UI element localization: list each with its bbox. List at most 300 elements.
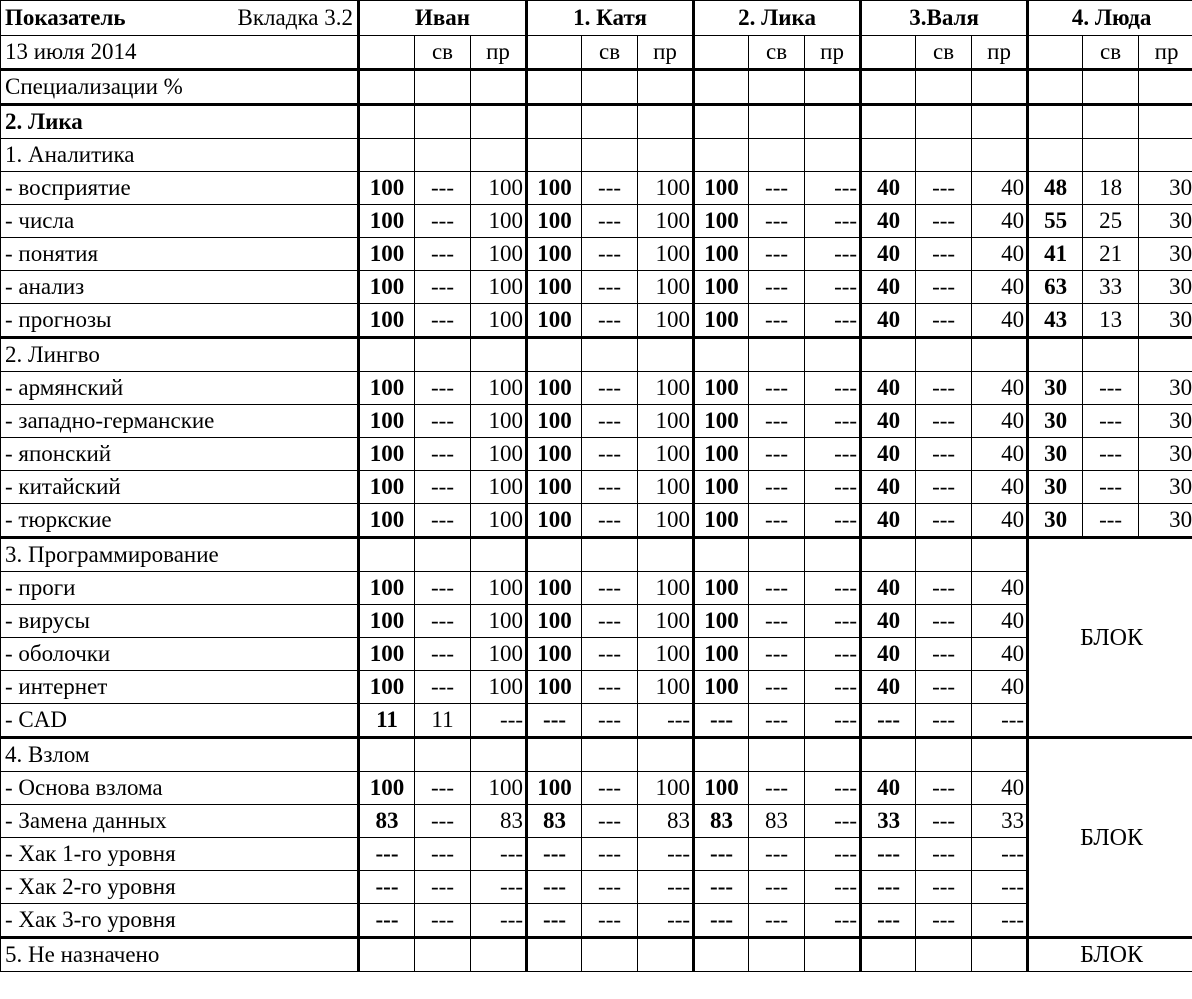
table-row <box>1 838 1192 871</box>
value-cell: --- <box>916 572 972 605</box>
value-cell: 100 <box>527 772 582 805</box>
blank-cell <box>861 938 916 972</box>
blank-cell <box>1028 338 1083 372</box>
value-cell: 40 <box>972 438 1028 471</box>
blank-cell <box>527 70 582 105</box>
value-cell: --- <box>805 172 861 205</box>
value-cell: --- <box>805 904 861 938</box>
blank-cell <box>359 139 415 172</box>
value-cell: 83 <box>694 805 749 838</box>
value-cell: --- <box>916 304 972 338</box>
table-row <box>1 238 1192 271</box>
table-row <box>1 871 1192 904</box>
value-cell: --- <box>805 805 861 838</box>
value-cell: 100 <box>471 638 527 671</box>
value-cell: --- <box>694 904 749 938</box>
blank-cell <box>861 139 916 172</box>
value-cell: 40 <box>972 671 1028 704</box>
value-cell: --- <box>749 904 805 938</box>
blank-cell <box>861 70 916 105</box>
blank-cell <box>749 738 805 772</box>
value-cell: --- <box>805 372 861 405</box>
blank-cell <box>861 105 916 139</box>
row-label: - прогнозы <box>1 304 359 338</box>
value-cell: --- <box>972 871 1028 904</box>
value-cell: 100 <box>527 304 582 338</box>
value-cell: 18 <box>1083 172 1139 205</box>
value-cell: 100 <box>359 405 415 438</box>
value-cell: 11 <box>415 704 471 738</box>
table-row <box>1 172 1192 205</box>
value-cell: --- <box>694 871 749 904</box>
value-cell: --- <box>805 838 861 871</box>
blank-cell <box>749 338 805 372</box>
blank-cell <box>582 538 638 572</box>
value-cell: 40 <box>972 271 1028 304</box>
value-cell: 30 <box>1139 504 1192 538</box>
blank-cell <box>582 105 638 139</box>
value-cell: --- <box>582 304 638 338</box>
blank-cell <box>694 738 749 772</box>
value-cell: --- <box>527 704 582 738</box>
value-cell: 100 <box>638 172 694 205</box>
blank-cell <box>1028 70 1083 105</box>
blank-cell <box>916 338 972 372</box>
value-cell: --- <box>749 704 805 738</box>
blank-cell <box>1083 139 1139 172</box>
value-cell: --- <box>916 704 972 738</box>
value-cell: 41 <box>1028 238 1083 271</box>
value-cell: --- <box>415 805 471 838</box>
value-cell: 40 <box>972 638 1028 671</box>
row-label: - анализ <box>1 271 359 304</box>
section-lika: 2. Лика <box>1 105 359 139</box>
value-cell: 100 <box>359 304 415 338</box>
value-cell: 100 <box>638 304 694 338</box>
value-cell: --- <box>749 638 805 671</box>
value-cell: 40 <box>972 238 1028 271</box>
value-cell: --- <box>638 871 694 904</box>
value-cell: 30 <box>1139 205 1192 238</box>
section-spec: Специализации % <box>1 70 359 105</box>
row-label: - тюркские <box>1 504 359 538</box>
value-cell: --- <box>805 238 861 271</box>
value-cell: 100 <box>638 205 694 238</box>
value-cell: --- <box>415 638 471 671</box>
sub-header-sv: св <box>916 36 972 70</box>
value-cell: --- <box>415 238 471 271</box>
group-header: 3.Валя <box>861 1 1028 36</box>
value-cell: --- <box>582 205 638 238</box>
value-cell: 40 <box>972 504 1028 538</box>
value-cell: --- <box>805 405 861 438</box>
value-cell: --- <box>415 372 471 405</box>
blank-cell <box>916 938 972 972</box>
value-cell: --- <box>582 238 638 271</box>
group-header: 4. Люда <box>1028 1 1192 36</box>
blank-cell <box>638 105 694 139</box>
value-cell: --- <box>415 504 471 538</box>
value-cell: --- <box>415 271 471 304</box>
value-cell: 40 <box>861 504 916 538</box>
value-cell: --- <box>805 572 861 605</box>
value-cell: --- <box>916 638 972 671</box>
blank-cell <box>805 139 861 172</box>
value-cell: 100 <box>471 271 527 304</box>
table-row <box>1 438 1192 471</box>
group-header: 1. Катя <box>527 1 694 36</box>
value-cell: 40 <box>972 572 1028 605</box>
blank-cell <box>1139 338 1192 372</box>
value-cell: 100 <box>359 772 415 805</box>
value-cell: 33 <box>1083 271 1139 304</box>
blank-cell <box>861 36 916 70</box>
value-cell: 40 <box>861 772 916 805</box>
value-cell: --- <box>749 271 805 304</box>
blank-cell <box>972 938 1028 972</box>
value-cell: 40 <box>861 671 916 704</box>
blank-cell <box>471 338 527 372</box>
sub-header-sv: св <box>1083 36 1139 70</box>
value-cell: --- <box>805 304 861 338</box>
value-cell: 100 <box>694 205 749 238</box>
blank-cell <box>471 105 527 139</box>
blank-cell <box>972 538 1028 572</box>
value-cell: 40 <box>861 638 916 671</box>
value-cell: 100 <box>638 372 694 405</box>
value-cell: 40 <box>861 304 916 338</box>
value-cell: 100 <box>527 172 582 205</box>
value-cell: --- <box>359 904 415 938</box>
value-cell: 30 <box>1028 438 1083 471</box>
value-cell: --- <box>471 704 527 738</box>
value-cell: --- <box>359 838 415 871</box>
value-cell: 55 <box>1028 205 1083 238</box>
blank-cell <box>1139 139 1192 172</box>
value-cell: --- <box>805 704 861 738</box>
value-cell: --- <box>805 871 861 904</box>
value-cell: --- <box>861 871 916 904</box>
value-cell: 63 <box>1028 271 1083 304</box>
value-cell: 30 <box>1139 172 1192 205</box>
value-cell: 33 <box>972 805 1028 838</box>
value-cell: --- <box>861 704 916 738</box>
value-cell: 100 <box>359 671 415 704</box>
blank-cell <box>861 338 916 372</box>
row-label: - интернет <box>1 671 359 704</box>
blank-cell <box>527 139 582 172</box>
value-cell: --- <box>471 904 527 938</box>
value-cell: 30 <box>1139 238 1192 271</box>
value-cell: --- <box>916 838 972 871</box>
value-cell: --- <box>415 471 471 504</box>
value-cell: 100 <box>471 205 527 238</box>
value-cell: 100 <box>527 504 582 538</box>
blank-cell <box>359 738 415 772</box>
value-cell: 100 <box>638 238 694 271</box>
blank-cell <box>415 538 471 572</box>
section-analytics: 1. Аналитика <box>1 139 359 172</box>
sub-header-sv: св <box>415 36 471 70</box>
date-label: 13 июля 2014 <box>1 36 359 70</box>
blank-cell <box>694 36 749 70</box>
value-cell: --- <box>805 772 861 805</box>
value-cell: --- <box>1083 405 1139 438</box>
blank-cell <box>749 139 805 172</box>
value-cell: 100 <box>694 304 749 338</box>
sub-header-pr: пр <box>471 36 527 70</box>
value-cell: 30 <box>1139 438 1192 471</box>
value-cell: 100 <box>471 438 527 471</box>
value-cell: --- <box>916 471 972 504</box>
section-hack: 4. Взлом <box>1 738 359 772</box>
value-cell: 100 <box>527 271 582 304</box>
blank-cell <box>582 338 638 372</box>
value-cell: 40 <box>861 172 916 205</box>
blank-cell <box>527 938 582 972</box>
value-cell: --- <box>638 838 694 871</box>
blank-cell <box>471 938 527 972</box>
value-cell: --- <box>916 238 972 271</box>
section-lingvo: 2. Лингво <box>1 338 359 372</box>
blank-cell <box>415 105 471 139</box>
sub-header-pr: пр <box>972 36 1028 70</box>
table-row <box>1 805 1192 838</box>
value-cell: --- <box>972 838 1028 871</box>
value-cell: 83 <box>638 805 694 838</box>
blank-cell <box>694 70 749 105</box>
value-cell: 11 <box>359 704 415 738</box>
value-cell: --- <box>972 904 1028 938</box>
table-row <box>1 205 1192 238</box>
blank-cell <box>415 139 471 172</box>
value-cell: --- <box>749 572 805 605</box>
value-cell: 40 <box>972 772 1028 805</box>
value-cell: --- <box>916 205 972 238</box>
blank-cell <box>638 538 694 572</box>
blank-cell <box>582 70 638 105</box>
blank-cell <box>638 139 694 172</box>
value-cell: 83 <box>471 805 527 838</box>
section-programming: 3. Программирование <box>1 538 359 572</box>
value-cell: 40 <box>861 471 916 504</box>
value-cell: 30 <box>1028 372 1083 405</box>
value-cell: --- <box>749 304 805 338</box>
value-cell: --- <box>582 772 638 805</box>
value-cell: --- <box>749 471 805 504</box>
value-cell: --- <box>359 871 415 904</box>
blank-cell <box>527 105 582 139</box>
value-cell: --- <box>582 605 638 638</box>
row-label: - Хак 2-го уровня <box>1 871 359 904</box>
value-cell: 100 <box>694 605 749 638</box>
blank-cell <box>638 738 694 772</box>
value-cell: --- <box>415 671 471 704</box>
value-cell: --- <box>415 605 471 638</box>
value-cell: 30 <box>1139 304 1192 338</box>
blank-cell <box>972 105 1028 139</box>
blank-cell <box>359 938 415 972</box>
sub-header-pr: пр <box>638 36 694 70</box>
blank-cell <box>471 738 527 772</box>
row-label: - восприятие <box>1 172 359 205</box>
blank-cell <box>359 70 415 105</box>
blank-cell <box>1028 139 1083 172</box>
value-cell: --- <box>582 838 638 871</box>
blank-cell <box>527 36 582 70</box>
value-cell: --- <box>916 504 972 538</box>
value-cell: 100 <box>638 438 694 471</box>
value-cell: 100 <box>638 638 694 671</box>
value-cell: --- <box>582 638 638 671</box>
value-cell: --- <box>749 372 805 405</box>
value-cell: 100 <box>694 772 749 805</box>
value-cell: 40 <box>861 271 916 304</box>
indicator-label: Показатель <box>5 5 126 30</box>
value-cell: 40 <box>972 605 1028 638</box>
value-cell: 25 <box>1083 205 1139 238</box>
blank-cell <box>916 538 972 572</box>
value-cell: 100 <box>694 438 749 471</box>
blank-cell <box>805 338 861 372</box>
group-header: Иван <box>359 1 527 36</box>
table-row <box>1 904 1192 938</box>
blank-cell <box>749 538 805 572</box>
value-cell: --- <box>749 238 805 271</box>
value-cell: --- <box>471 838 527 871</box>
value-cell: 40 <box>972 205 1028 238</box>
blank-cell <box>694 938 749 972</box>
row-label: - понятия <box>1 238 359 271</box>
value-cell: 100 <box>638 572 694 605</box>
value-cell: 13 <box>1083 304 1139 338</box>
blank-cell <box>527 738 582 772</box>
value-cell: --- <box>916 772 972 805</box>
blank-cell <box>471 139 527 172</box>
value-cell: --- <box>1083 504 1139 538</box>
value-cell: --- <box>749 172 805 205</box>
blank-cell <box>638 938 694 972</box>
row-label: - проги <box>1 572 359 605</box>
value-cell: --- <box>916 871 972 904</box>
blank-cell <box>1028 36 1083 70</box>
value-cell: --- <box>415 304 471 338</box>
value-cell: --- <box>805 504 861 538</box>
value-cell: 30 <box>1139 471 1192 504</box>
value-cell: 100 <box>694 638 749 671</box>
value-cell: 100 <box>694 405 749 438</box>
value-cell: --- <box>582 438 638 471</box>
value-cell: --- <box>527 838 582 871</box>
value-cell: --- <box>916 671 972 704</box>
value-cell: --- <box>916 271 972 304</box>
blank-cell <box>527 538 582 572</box>
blank-cell <box>972 338 1028 372</box>
value-cell: --- <box>916 605 972 638</box>
value-cell: 40 <box>972 405 1028 438</box>
value-cell: 40 <box>861 572 916 605</box>
value-cell: 100 <box>471 572 527 605</box>
value-cell: 100 <box>471 172 527 205</box>
row-label: - западно-германские <box>1 405 359 438</box>
value-cell: --- <box>916 172 972 205</box>
value-cell: 100 <box>359 638 415 671</box>
table-row <box>1 471 1192 504</box>
value-cell: --- <box>582 405 638 438</box>
value-cell: 100 <box>694 671 749 704</box>
value-cell: 40 <box>972 372 1028 405</box>
row-label: - Хак 3-го уровня <box>1 904 359 938</box>
row-label: - оболочки <box>1 638 359 671</box>
blank-cell <box>861 538 916 572</box>
value-cell: 43 <box>1028 304 1083 338</box>
value-cell: 100 <box>527 671 582 704</box>
blank-cell <box>749 70 805 105</box>
value-cell: --- <box>916 438 972 471</box>
blank-cell <box>359 36 415 70</box>
value-cell: --- <box>749 605 805 638</box>
value-cell: 100 <box>359 471 415 504</box>
blank-cell <box>359 338 415 372</box>
value-cell: 83 <box>749 805 805 838</box>
row-label: - китайский <box>1 471 359 504</box>
value-cell: --- <box>749 405 805 438</box>
value-cell: --- <box>916 405 972 438</box>
value-cell: 100 <box>359 172 415 205</box>
value-cell: 40 <box>861 372 916 405</box>
blank-cell <box>1083 105 1139 139</box>
blank-cell <box>749 105 805 139</box>
blank-cell <box>415 738 471 772</box>
value-cell: 40 <box>861 405 916 438</box>
value-cell: --- <box>694 838 749 871</box>
blank-cell <box>916 738 972 772</box>
value-cell: 33 <box>861 805 916 838</box>
blank-cell <box>694 538 749 572</box>
value-cell: 100 <box>527 238 582 271</box>
value-cell: --- <box>749 671 805 704</box>
value-cell: 100 <box>527 605 582 638</box>
value-cell: 100 <box>359 572 415 605</box>
value-cell: 100 <box>638 605 694 638</box>
value-cell: 100 <box>694 238 749 271</box>
value-cell: 100 <box>527 405 582 438</box>
value-cell: --- <box>415 838 471 871</box>
value-cell: 40 <box>861 605 916 638</box>
value-cell: --- <box>582 671 638 704</box>
blank-cell <box>972 70 1028 105</box>
value-cell: 100 <box>694 172 749 205</box>
value-cell: --- <box>916 904 972 938</box>
value-cell: 100 <box>527 438 582 471</box>
value-cell: 100 <box>694 271 749 304</box>
row-label: - CAD <box>1 704 359 738</box>
value-cell: 83 <box>359 805 415 838</box>
row-label: - вирусы <box>1 605 359 638</box>
value-cell: --- <box>1083 438 1139 471</box>
value-cell: 100 <box>694 572 749 605</box>
value-cell: --- <box>582 904 638 938</box>
blank-cell <box>415 70 471 105</box>
value-cell: 30 <box>1028 504 1083 538</box>
blank-cell <box>415 338 471 372</box>
table-row <box>1 271 1192 304</box>
value-cell: --- <box>582 271 638 304</box>
value-cell: --- <box>805 638 861 671</box>
value-cell: --- <box>749 871 805 904</box>
value-cell: --- <box>1083 372 1139 405</box>
value-cell: 100 <box>359 238 415 271</box>
